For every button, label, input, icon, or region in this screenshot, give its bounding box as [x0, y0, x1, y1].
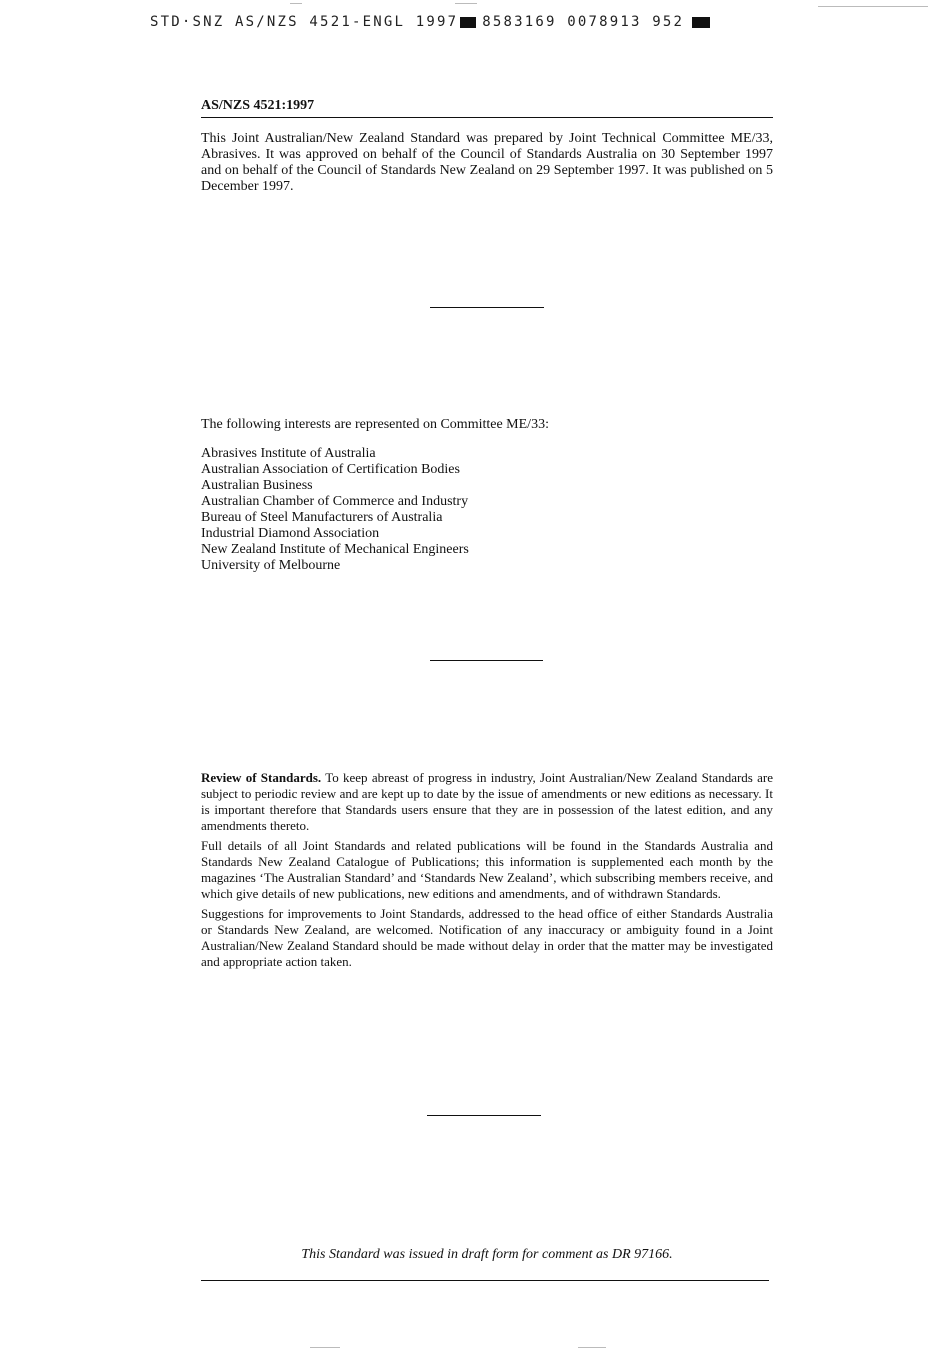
list-item: University of Melbourne — [201, 558, 341, 573]
list-item: Bureau of Steel Manufacturers of Australia — [201, 510, 443, 525]
review-paragraph-3: Suggestions for improvements to Joint Standards, addressed to the head office of either Standards Australia or Standards New Zealand, are welcomed. Notification of any inaccuracy or ambiguity found in a Joint Australian/New Zealand Standard should be made without delay in order that the matter may be investigated and appropriate action taken. — [201, 906, 773, 969]
intro-paragraph: This Joint Australian/New Zealand Standard was prepared by Joint Technical Committee ME/33, Abrasives. It was approved on behalf of the Council of Standards Australia on 30 September 1997 and on behalf of the Council of Standards New Zealand on 29 September 1997. It was published on 5 December 1997. — [201, 131, 773, 194]
footer-rule — [201, 1280, 769, 1281]
scan-mark — [578, 1347, 606, 1348]
scan-mark — [290, 3, 302, 4]
section-divider — [430, 660, 543, 661]
review-paragraph-2: Full details of all Joint Standards and related publications will be found in the Standards Australia and Standards New Zealand Catalogue of Publications; this information is supplemented each month by the magazines ‘The Australian Standard’ and ‘Standards New Zealand’, which subscribing members receive, and which give details of new publications, new editions and amendments, and of withdrawn Standards. — [201, 838, 773, 901]
scan-mark — [310, 1347, 340, 1348]
review-title: Review of Standards. — [201, 770, 322, 785]
committee-member-list — [201, 446, 469, 574]
review-of-standards — [201, 770, 773, 974]
committee-heading: The following interests are represented on Committee ME/33: — [201, 417, 549, 432]
header-rule — [201, 117, 773, 118]
document-code-line — [150, 14, 790, 30]
list-item: Australian Association of Certification Bodies — [201, 462, 460, 477]
document-code-left: STD·SNZ AS/NZS 4521-ENGL 1997 — [150, 14, 459, 30]
scan-mark — [818, 6, 928, 7]
list-item: Industrial Diamond Association — [201, 526, 380, 541]
barcode-block-icon — [460, 17, 476, 28]
list-item: Australian Chamber of Commerce and Industry — [201, 494, 469, 509]
review-paragraph-1: Review of Standards. To keep abreast of progress in industry, Joint Australian/New Zealand Standards are subject to periodic review and are kept up to date by the issue of amendments or new editions as necessary. It is important therefore that Standards users ensure that they are in possession of the latest edition, and any amendments thereto. — [201, 770, 773, 833]
scan-mark — [455, 3, 477, 4]
document-code-right: 8583169 0078913 952 — [482, 14, 685, 30]
section-divider — [427, 1115, 541, 1116]
list-item: Australian Business — [201, 478, 313, 493]
section-divider — [430, 307, 544, 308]
list-item: Abrasives Institute of Australia — [201, 446, 376, 461]
draft-note: This Standard was issued in draft form for comment as DR 97166. — [301, 1247, 673, 1262]
barcode-block-icon — [692, 17, 710, 28]
list-item: New Zealand Institute of Mechanical Engineers — [201, 542, 469, 557]
document-id: AS/NZS 4521:1997 — [201, 98, 315, 113]
